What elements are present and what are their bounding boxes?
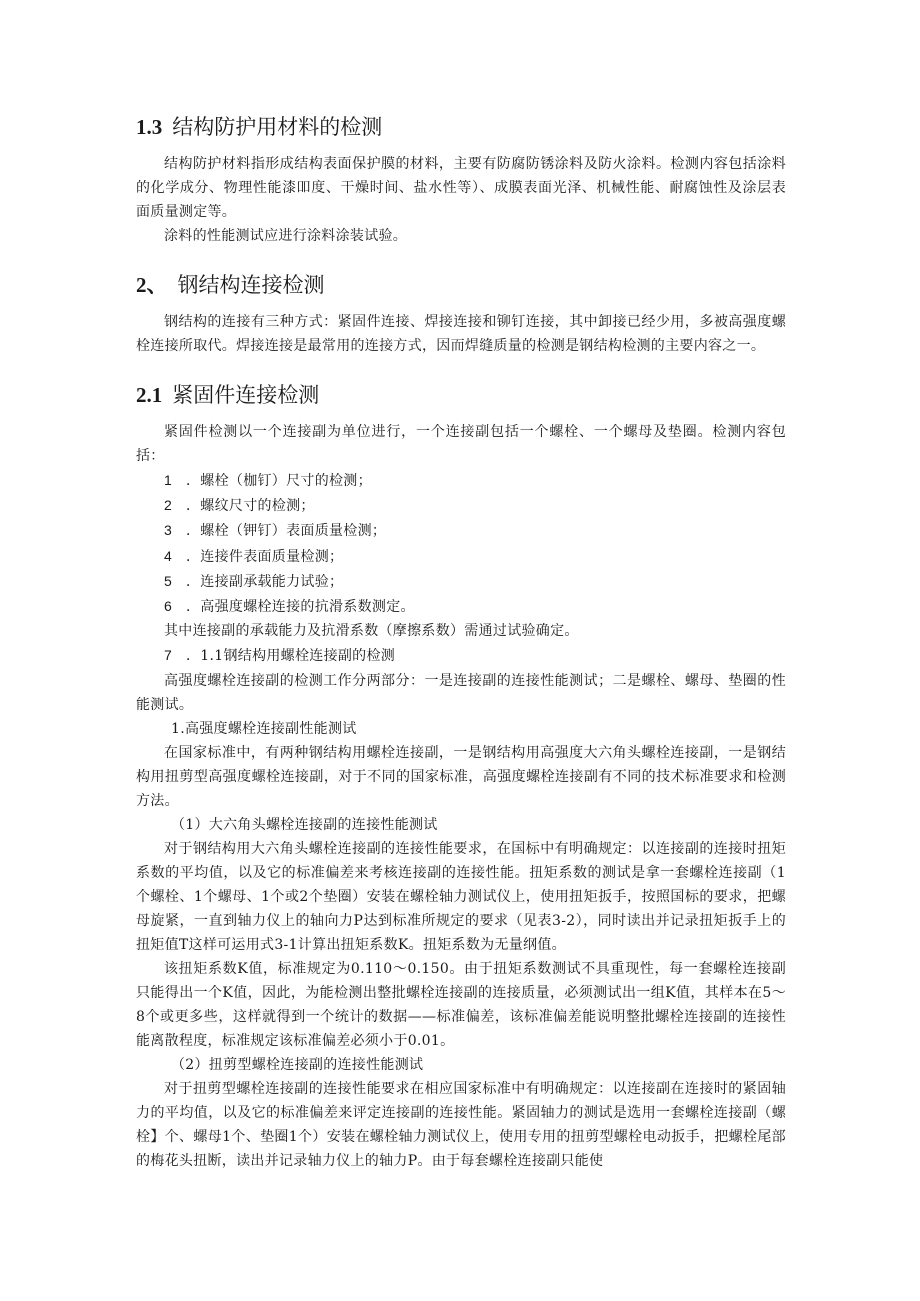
section-title: 结构防护用材料的检测	[172, 115, 383, 139]
subheading: （1）大六角头螺栓连接副的连接性能测试	[171, 816, 438, 833]
list-item: 4 ．连接件表面质量检测；	[164, 547, 344, 565]
paragraph: 钢结构的连接有三种方式：紧固件连接、焊接连接和铆钉连接，其中卸接已经少用，多被高强度螺栓连接所取代。焊接连接是最常用的连接方式，因而焊缝质量的检测是钢结构检测的主要内容之一。	[136, 314, 786, 354]
list-item: 6 ．高强度螺栓连接的抗滑系数测定。	[164, 598, 415, 616]
paragraph: 对于扭剪型螺栓连接副的连接性能要求在相应国家标准中有明确规定：以连接副在连接时的紧固轴力的平均值，以及它的标准偏差来评定连接副的连接性能。紧固轴力的测试是选用一套螺栓连接副（螺栓】个、螺母1个、垫圈1个）安装在螺栓轴力测试仪上，使用专用的扭剪型螺栓电动扳手，把螺栓尾部的梅花头扭断，读出并记录轴力仪上的轴力P。由于每套螺栓连接副只能使	[136, 1080, 786, 1169]
list-item: 5 ．连接副承载能力试验；	[164, 572, 344, 590]
section-title: 紧固件连接检测	[172, 383, 320, 407]
subheading: 1.高强度螺栓连接副性能测试	[171, 720, 357, 737]
list-item: 7 ．1.1钢结构用螺栓连接副的检测	[164, 647, 396, 665]
section-heading-2	[136, 270, 786, 300]
section-number: 1.3	[136, 115, 163, 139]
document-body	[136, 112, 786, 1173]
paragraph: 其中连接副的承载能力及抗滑系数（摩擦系数）需通过试验确定。	[164, 623, 579, 640]
section-heading-1-3	[136, 112, 786, 142]
section-title: 钢结构连接检测	[177, 273, 325, 297]
section-number: 2.1	[136, 383, 163, 407]
list-item: 2 ．螺纹尺寸的检测；	[164, 497, 315, 515]
paragraph: 紧固件检测以一个连接副为单位进行，一个连接副包括一个螺栓、一个螺母及垫圈。检测内容包括：	[136, 424, 786, 464]
paragraph: 该扭矩系数K值，标准规定为0.110～0.150。由于扭矩系数测试不具重现性，每一套螺栓连接副只能得出一个K值，因此，为能检测出整批螺栓连接副的连接质量，必须测试出一组K值，其样本在5～8个或更多些，这样就得到一个统计的数据——标准偏差，该标准偏差能说明整批螺栓连接副的连接性能离散程度，标准规定该标准偏差必须小于0.01。	[136, 960, 786, 1049]
paragraph: 涂料的性能测试应进行涂料涂装试验。	[164, 228, 408, 244]
list-item: 1 ．螺栓（枷钉）尺寸的检测；	[164, 472, 372, 489]
paragraph: 对于钢结构用大六角头螺栓连接副的连接性能要求，在国标中有明确规定：以连接副的连接时扭矩系数的平均值，以及它的标准偏差来考核连接副的连接性能。扭矩系数的测试是拿一套螺栓连接副（1个螺栓、1个螺母、1个或2个垫圈）安装在螺栓轴力测试仪上，使用扭矩扳手，按照国标的要求，把螺母旋紧，一直到轴力仪上的轴向力P达到标准所规定的要求（见表3-2），同时读出并记录扭矩扳手上的扭矩值T这样可运用式3-1计算出扭矩系数K。扭矩系数为无量纲值。	[136, 840, 786, 953]
paragraph: 结构防护材料指形成结构表面保护膜的材料，主要有防腐防锈涂料及防火涂料。检测内容包括涂料的化学成分、物理性能漆吅度、干燥时间、盐水性等）、成膜表面光泽、机械性能、耐腐蚀性及涂层表面质量测定等。	[136, 156, 786, 220]
subheading: （2）扭剪型螺栓连接副的连接性能测试	[171, 1056, 424, 1073]
section-number: 2、	[136, 273, 168, 297]
paragraph: 高强度螺栓连接副的检测工作分两部分：一是连接副的连接性能测试；二是螺栓、螺母、垫圈的性能测试。	[136, 672, 786, 713]
list-item: 3 ．螺栓（钾钉）表面质量检测；	[164, 522, 387, 540]
section-heading-2-1	[136, 380, 786, 410]
paragraph: 在国家标准中，有两种钢结构用螺栓连接副，一是钢结构用高强度大六角头螺栓连接副，一是钢结构用扭剪型高强度螺栓连接副，对于不同的国家标准，高强度螺栓连接副有不同的技术标准要求和检测方法。	[136, 744, 786, 809]
